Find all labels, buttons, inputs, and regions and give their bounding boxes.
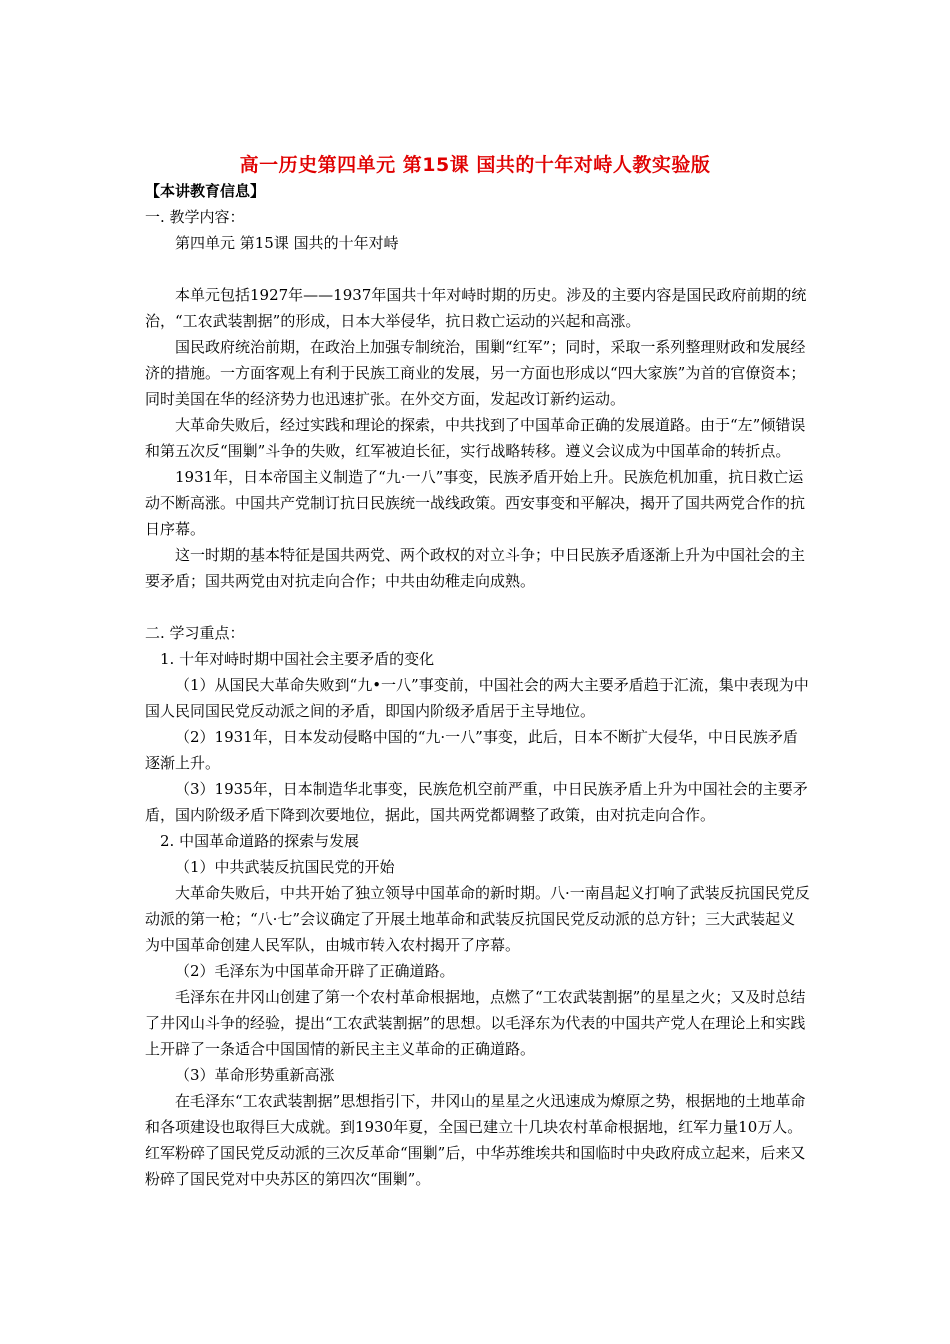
part1-paragraph: 大革命失败后，经过实践和理论的探索，中共找到了中国革命正确的发展道路。由于“左”倾错误和第五次反“围剿”斗争的失败，红军被迫长征，实行战略转移。遵义会议成为中国革命的转折点。 <box>145 416 806 460</box>
point1-paragraph: （3）1935年，日本制造华北事变，民族危机空前严重，中日民族矛盾上升为中国社会的主要矛盾，国内阶级矛盾下降到次要地位，据此，国共两党都调整了政策，由对抗走向合作。 <box>145 780 808 824</box>
point2-paragraph: 毛泽东在井冈山创建了第一个农村革命根据地，点燃了“工农武装割据”的星星之火；又及时总结了井冈山斗争的经验，提出“工农武装割据”的思想。以毛泽东为代表的中国共产党人在理论上和实践上开辟了一条适合中国国情的新民主主义革命的正确道路。 <box>145 988 806 1058</box>
point1-paragraph: （1）从国民大革命失败到“九•一八”事变前，中国社会的两大主要矛盾趋于汇流，集中表现为中国人民同国民党反动派之间的矛盾，即国内阶级矛盾居于主导地位。 <box>145 676 809 720</box>
point2-sub3: （3）革命形势重新高涨 <box>175 1066 335 1084</box>
point1-paragraph: （2）1931年，日本发动侵略中国的“九·一八”事变，此后，日本不断扩大侵华，中日民族矛盾逐渐上升。 <box>145 728 798 772</box>
part2-heading: 二. 学习重点： <box>145 624 245 642</box>
part1-paragraph: 这一时期的基本特征是国共两党、两个政权的对立斗争；中日民族矛盾逐渐上升为中国社会的主要矛盾；国共两党由对抗走向合作；中共由幼稚走向成熟。 <box>145 546 806 590</box>
part1-paragraph: 1931年，日本帝国主义制造了“九·一八”事变，民族矛盾开始上升。民族危机加重，抗日救亡运动不断高涨。中国共产党制订抗日民族统一战线政策。西安事变和平解决，揭开了国共两党合作的抗日序幕。 <box>145 468 806 538</box>
point2-paragraph: 在毛泽东“工农武装割据”思想指引下，井冈山的星星之火迅速成为燎原之势，根据地的土地革命和各项建设也取得巨大成就。到1930年夏，全国已建立十几块农村革命根据地，红军力量10万人。红军粉碎了国民党反动派的三次反革命“围剿”后，中华苏维埃共和国临时中央政府成立起来，后来又粉碎了国民党对中央苏区的第四次“围剿”。 <box>145 1092 806 1188</box>
part1-paragraph: 国民政府统治前期，在政治上加强专制统治，围剿“红军”；同时，采取一系列整理财政和发展经济的措施。一方面客观上有利于民族工商业的发展，另一方面也形成以“四大家族”为首的官僚资本；同时美国在华的经济势力也迅速扩张。在外交方面，发起改订新约运动。 <box>145 338 806 408</box>
point2-sub1: （1）中共武装反抗国民党的开始 <box>175 858 395 876</box>
section-header: 【本讲教育信息】 <box>145 182 266 200</box>
part1-heading: 一. 教学内容： <box>145 208 245 226</box>
document-body <box>145 178 810 1192</box>
point1-heading: 1. 十年对峙时期中国社会主要矛盾的变化 <box>160 650 435 668</box>
part1-paragraph: 本单元包括1927年——1937年国共十年对峙时期的历史。涉及的主要内容是国民政府前期的统治，“工农武装割据”的形成，日本大举侵华，抗日救亡运动的兴起和高涨。 <box>145 286 807 330</box>
point2-paragraph: 大革命失败后，中共开始了独立领导中国革命的新时期。八·一南昌起义打响了武装反抗国民党反动派的第一枪；“八·七”会议确定了开展土地革命和武装反抗国民党反动派的总方针；三大武装起义为中国革命创建人民军队，由城市转入农村揭开了序幕。 <box>145 884 810 954</box>
part1-subtitle: 第四单元 第15课 国共的十年对峙 <box>175 234 399 252</box>
document-title: 高一历史第四单元 第15课 国共的十年对峙人教实验版 <box>239 154 711 176</box>
point2-heading: 2. 中国革命道路的探索与发展 <box>160 832 360 850</box>
point2-sub2: （2）毛泽东为中国革命开辟了正确道路。 <box>175 962 455 980</box>
